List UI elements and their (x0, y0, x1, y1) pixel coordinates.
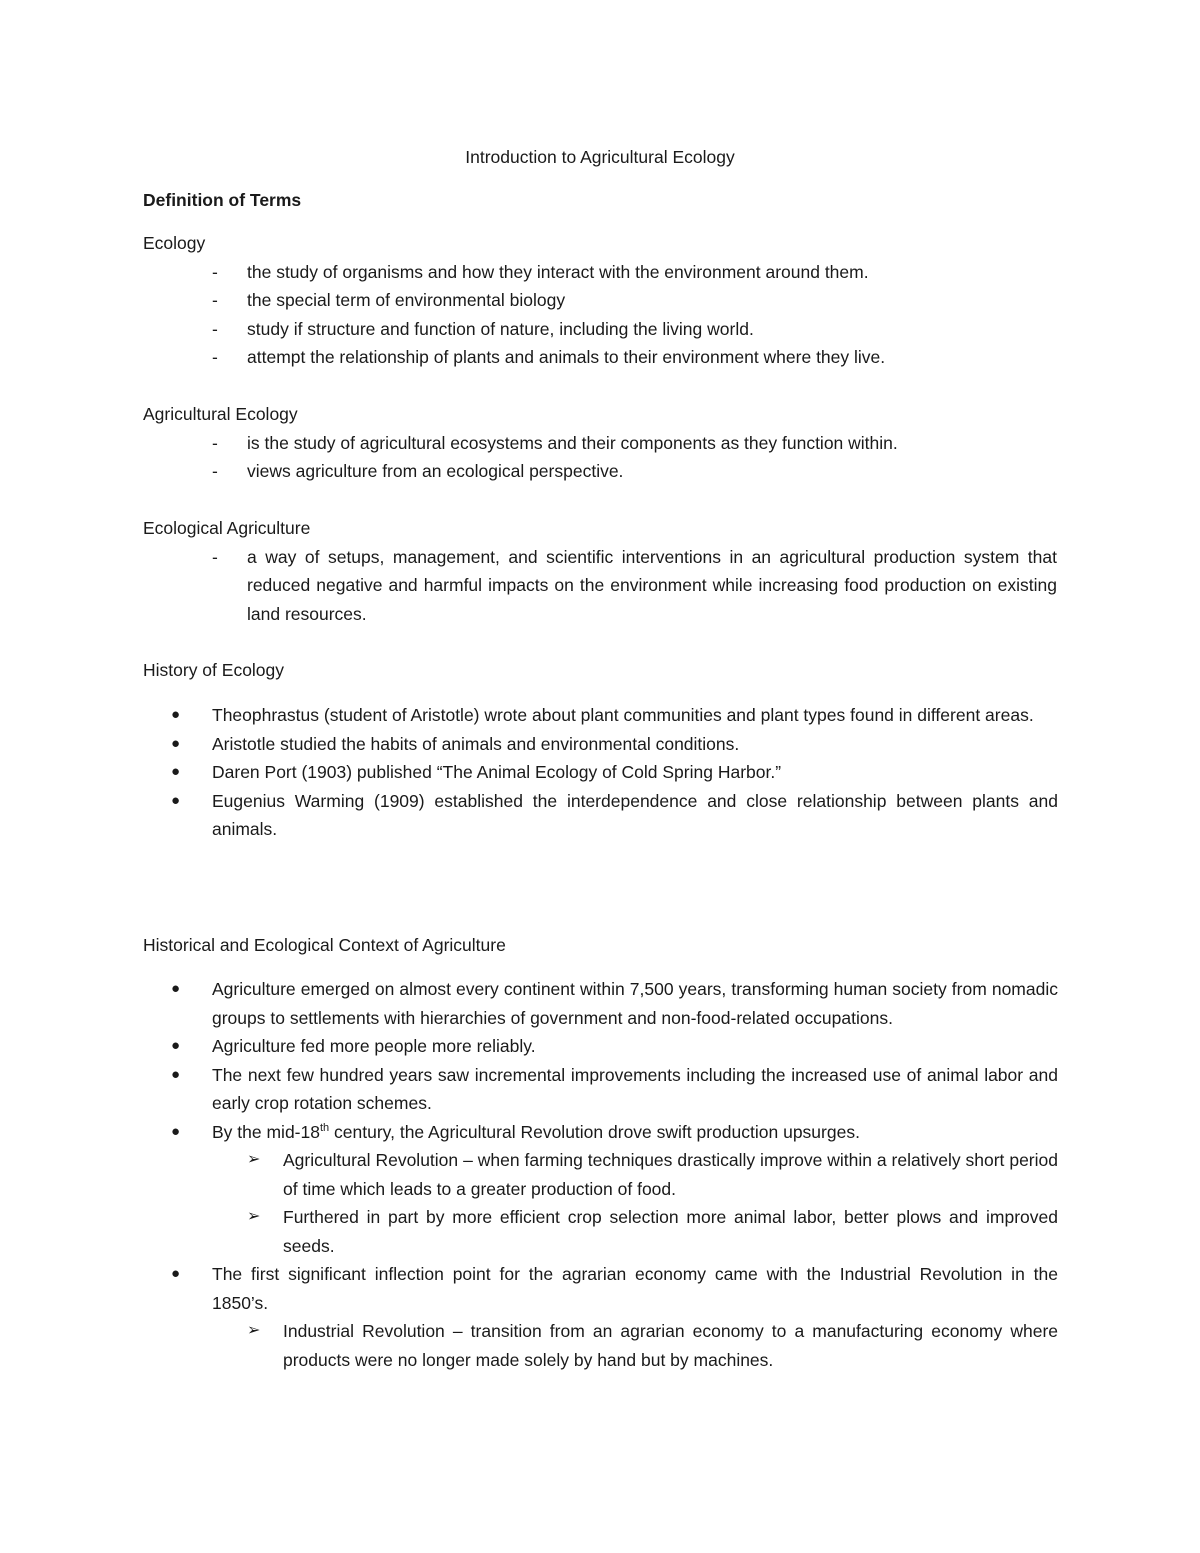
bullet-marker: ● (171, 1265, 181, 1282)
mid18-sublist (212, 1146, 1058, 1260)
bullet-marker: ● (171, 1122, 181, 1140)
list-item: ● Aristotle studied the habits of animals and environmental conditions. (143, 730, 1058, 759)
bullet-marker: ● (171, 763, 181, 780)
dash-marker: - (212, 546, 218, 567)
arrow-marker: ➢ (247, 1322, 261, 1339)
dash-marker: - (212, 318, 218, 339)
industrial-sublist (212, 1317, 1058, 1374)
bullet-marker: ● (171, 791, 181, 809)
arrow-marker: ➢ (247, 1208, 261, 1225)
dash-marker: - (212, 432, 218, 453)
list-item: - attempt the relationship of plants and animals to their environment where they live. (143, 343, 1057, 372)
context-section (143, 975, 1058, 1374)
list-item: ● Agriculture emerged on almost every continent within 7,500 years, transforming human society from nomadic groups to settlements with hierarchies of government and non-food-related occupations. (143, 975, 1058, 1032)
bullet-marker: ● (171, 1037, 181, 1054)
agricultural-ecology-list (143, 429, 1057, 486)
list-item: - the special term of environmental biology (143, 286, 1057, 315)
arrow-marker: ➢ (247, 1151, 261, 1168)
agricultural-ecology-heading: Agricultural Ecology (143, 404, 298, 424)
dash-marker: - (212, 347, 218, 367)
ecology-list (143, 258, 1057, 372)
dash-marker: - (212, 461, 218, 481)
sub-list-item: ➢ Furthered in part by more efficient crop selection more animal labor, better plows and improved seeds. (143, 1203, 1058, 1260)
bullet-marker: ● (171, 706, 181, 723)
ecological-agriculture-heading: Ecological Agriculture (143, 518, 311, 538)
dash-marker: - (212, 290, 218, 310)
ecological-agriculture-list (143, 543, 1057, 629)
history-heading: History of Ecology (143, 660, 285, 680)
sub-list-item: ➢ Agricultural Revolution – when farming techniques drastically improve within a relatively short period of time which leads to a greater production of food. (143, 1146, 1058, 1203)
bullet-marker: ● (171, 980, 181, 997)
bullet-marker: ● (171, 1065, 181, 1083)
ecology-heading: Ecology (143, 233, 206, 253)
list-item: ● Eugenius Warming (1909) established the interdependence and close relationship between plants and animals. (143, 787, 1058, 844)
sub-list-item: ➢ Industrial Revolution – transition from an agrarian economy to a manufacturing economy where products were no longer made solely by hand but by machines. (143, 1317, 1058, 1374)
document-title: Introduction to Agricultural Ecology (465, 147, 735, 167)
agricultural-ecology-section (143, 400, 1057, 486)
ecological-agriculture-section (143, 514, 1057, 628)
list-item: ● Agriculture fed more people more reliably. (143, 1032, 1058, 1061)
context-heading: Historical and Ecological Context of Agriculture (143, 935, 506, 955)
list-item: ● The first significant inflection point for the agrarian economy came with the Industrial Revolution in the 1850’s. ➢ Industrial Revolution – transition from an agrarian economy to a manufacturing economy where products were no longer made solely by hand but by machines. (143, 1260, 1058, 1374)
list-item: ● The next few hundred years saw incremental improvements including the increased use of animal labor and early crop rotation schemes. (143, 1061, 1058, 1118)
definition-heading: Definition of Terms (143, 190, 302, 210)
dash-marker: - (212, 261, 218, 282)
context-list (143, 975, 1058, 1374)
list-item: - study if structure and function of nature, including the living world. (143, 315, 1057, 344)
bullet-marker: ● (171, 734, 181, 752)
list-item: ● By the mid-18th century, the Agricultural Revolution drove swift production upsurges. ➢ Agricultural Revolution – when farming techniques drastically improve within a relatively short period of time which leads to a greater production of food. ➢ Furthered in part by more efficient crop selection more animal labor, better plows and improved seeds. (143, 1118, 1058, 1261)
list-item: - the study of organisms and how they interact with the environment around them. (143, 258, 1057, 287)
list-item: - views agriculture from an ecological perspective. (143, 457, 1057, 486)
ecology-section (143, 229, 1057, 372)
list-item: - is the study of agricultural ecosystems and their components as they function within. (143, 429, 1057, 458)
list-item: - a way of setups, management, and scientific interventions in an agricultural production system that reduced negative and harmful impacts on the environment while increasing food production on existing land resources. (143, 543, 1057, 629)
list-item: ● Theophrastus (student of Aristotle) wrote about plant communities and plant types found in different areas. (143, 701, 1058, 730)
history-section (143, 701, 1058, 844)
list-item: ● Daren Port (1903) published “The Animal Ecology of Cold Spring Harbor.” (143, 758, 1058, 787)
history-list (143, 701, 1058, 844)
